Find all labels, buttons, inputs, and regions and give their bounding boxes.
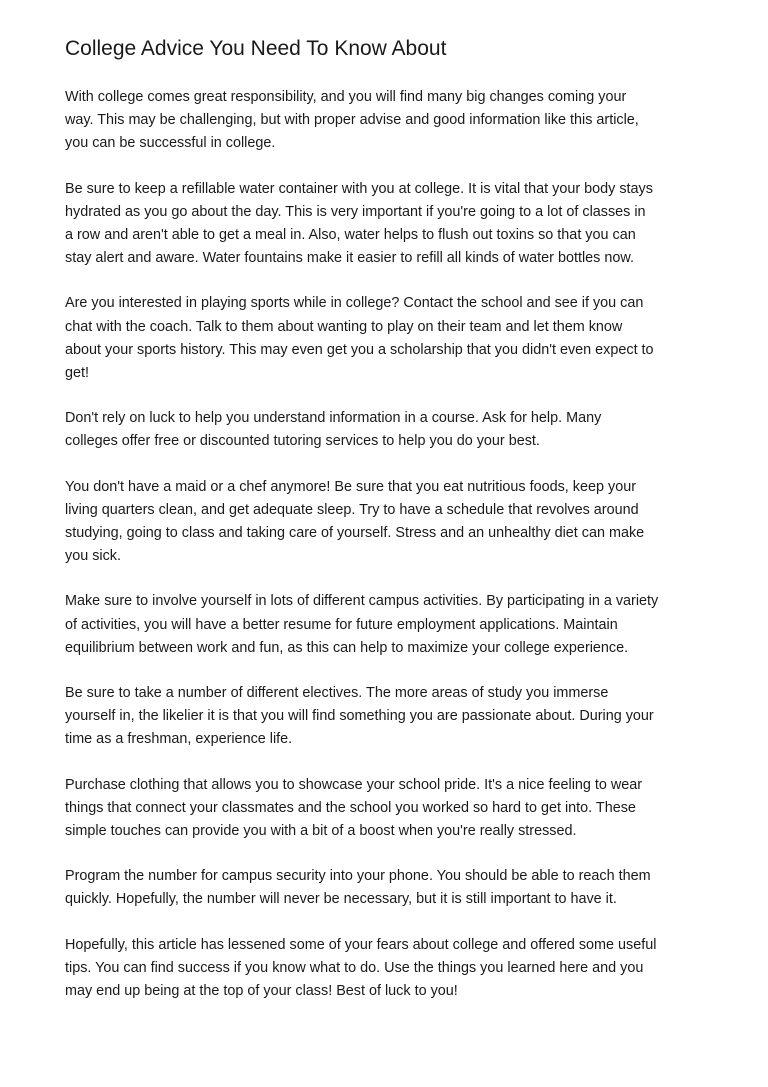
paragraph-activities	[65, 590, 715, 660]
paragraph-line: way. This may be challenging, but with proper advise and good information like this article,	[65, 112, 639, 129]
paragraph-line: get!	[65, 365, 90, 382]
paragraph-line: living quarters clean, and get adequate sleep. Try to have a schedule that revolves around	[65, 501, 639, 518]
paragraph-water	[65, 178, 715, 271]
paragraph-line: Be sure to take a number of different electives. The more areas of study you immerse	[65, 685, 609, 702]
page-title: College Advice You Need To Know About	[65, 37, 447, 60]
paragraph-line: you sick.	[65, 548, 121, 565]
paragraph-line: tips. You can find success if you know what to do. Use the things you learned here and you	[65, 959, 644, 976]
paragraph-line: Program the number for campus security into your phone. You should be able to reach them	[65, 868, 651, 885]
paragraph-line: Hopefully, this article has lessened some of your fears about college and offered some useful	[65, 936, 657, 953]
paragraph-line: about your sports history. This may even get you a scholarship that you didn't even expect to	[65, 341, 654, 358]
paragraph-electives	[65, 682, 715, 752]
paragraph-line: Are you interested in playing sports while in college? Contact the school and see if you can	[65, 295, 644, 312]
paragraph-line: Make sure to involve yourself in lots of different campus activities. By participating in a variety	[65, 593, 659, 610]
paragraph-line: you can be successful in college.	[65, 135, 276, 152]
paragraph-school-pride	[65, 774, 715, 844]
paragraph-line: With college comes great responsibility, and you will find many big changes coming your	[65, 89, 627, 105]
paragraph-line: of activities, you will have a better resume for future employment applications. Maintain	[65, 616, 618, 633]
paragraph-line: hydrated as you go about the day. This is very important if you're going to a lot of classes in	[65, 203, 646, 220]
paragraph-line: chat with the coach. Talk to them about wanting to play on their team and let them know	[65, 318, 623, 335]
paragraph-line: Purchase clothing that allows you to showcase your school pride. It's a nice feeling to wear	[65, 776, 643, 793]
paragraph-line: things that connect your classmates and the school you worked so hard to get into. These	[65, 799, 636, 816]
paragraph-line: may end up being at the top of your class! Best of luck to you!	[65, 983, 458, 1000]
paragraph-self-care	[65, 476, 715, 569]
paragraph-line: Don't rely on luck to help you understand information in a course. Ask for help. Many	[65, 410, 602, 427]
paragraph-line: Be sure to keep a refillable water container with you at college. It is vital that your body stays	[65, 180, 653, 197]
paragraph-intro	[65, 86, 715, 156]
paragraph-line: yourself in, the likelier it is that you will find something you are passionate about. During your	[65, 708, 654, 725]
paragraph-line: colleges offer free or discounted tutoring services to help you do your best.	[65, 433, 540, 450]
paragraph-sports	[65, 292, 715, 385]
paragraph-line: equilibrium between work and fun, as this can help to maximize your college experience.	[65, 639, 629, 656]
paragraph-line: a row and aren't able to get a meal in. Also, water helps to flush out toxins so that you can	[65, 227, 636, 244]
article-body	[65, 86, 715, 1025]
paragraph-security	[65, 865, 715, 911]
paragraph-line: quickly. Hopefully, the number will never be necessary, but it is still important to have it.	[65, 891, 617, 908]
paragraph-line: simple touches can provide you with a bit of a boost when you're really stressed.	[65, 823, 577, 840]
paragraph-tutoring	[65, 407, 715, 453]
paragraph-conclusion	[65, 934, 715, 1004]
paragraph-line: stay alert and aware. Water fountains make it easier to refill all kinds of water bottles now.	[65, 250, 634, 267]
paragraph-line: time as a freshman, experience life.	[65, 731, 293, 748]
paragraph-line: You don't have a maid or a chef anymore! Be sure that you eat nutritious foods, keep your	[65, 478, 636, 495]
paragraph-line: studying, going to class and taking care of yourself. Stress and an unhealthy diet can make	[65, 525, 645, 542]
